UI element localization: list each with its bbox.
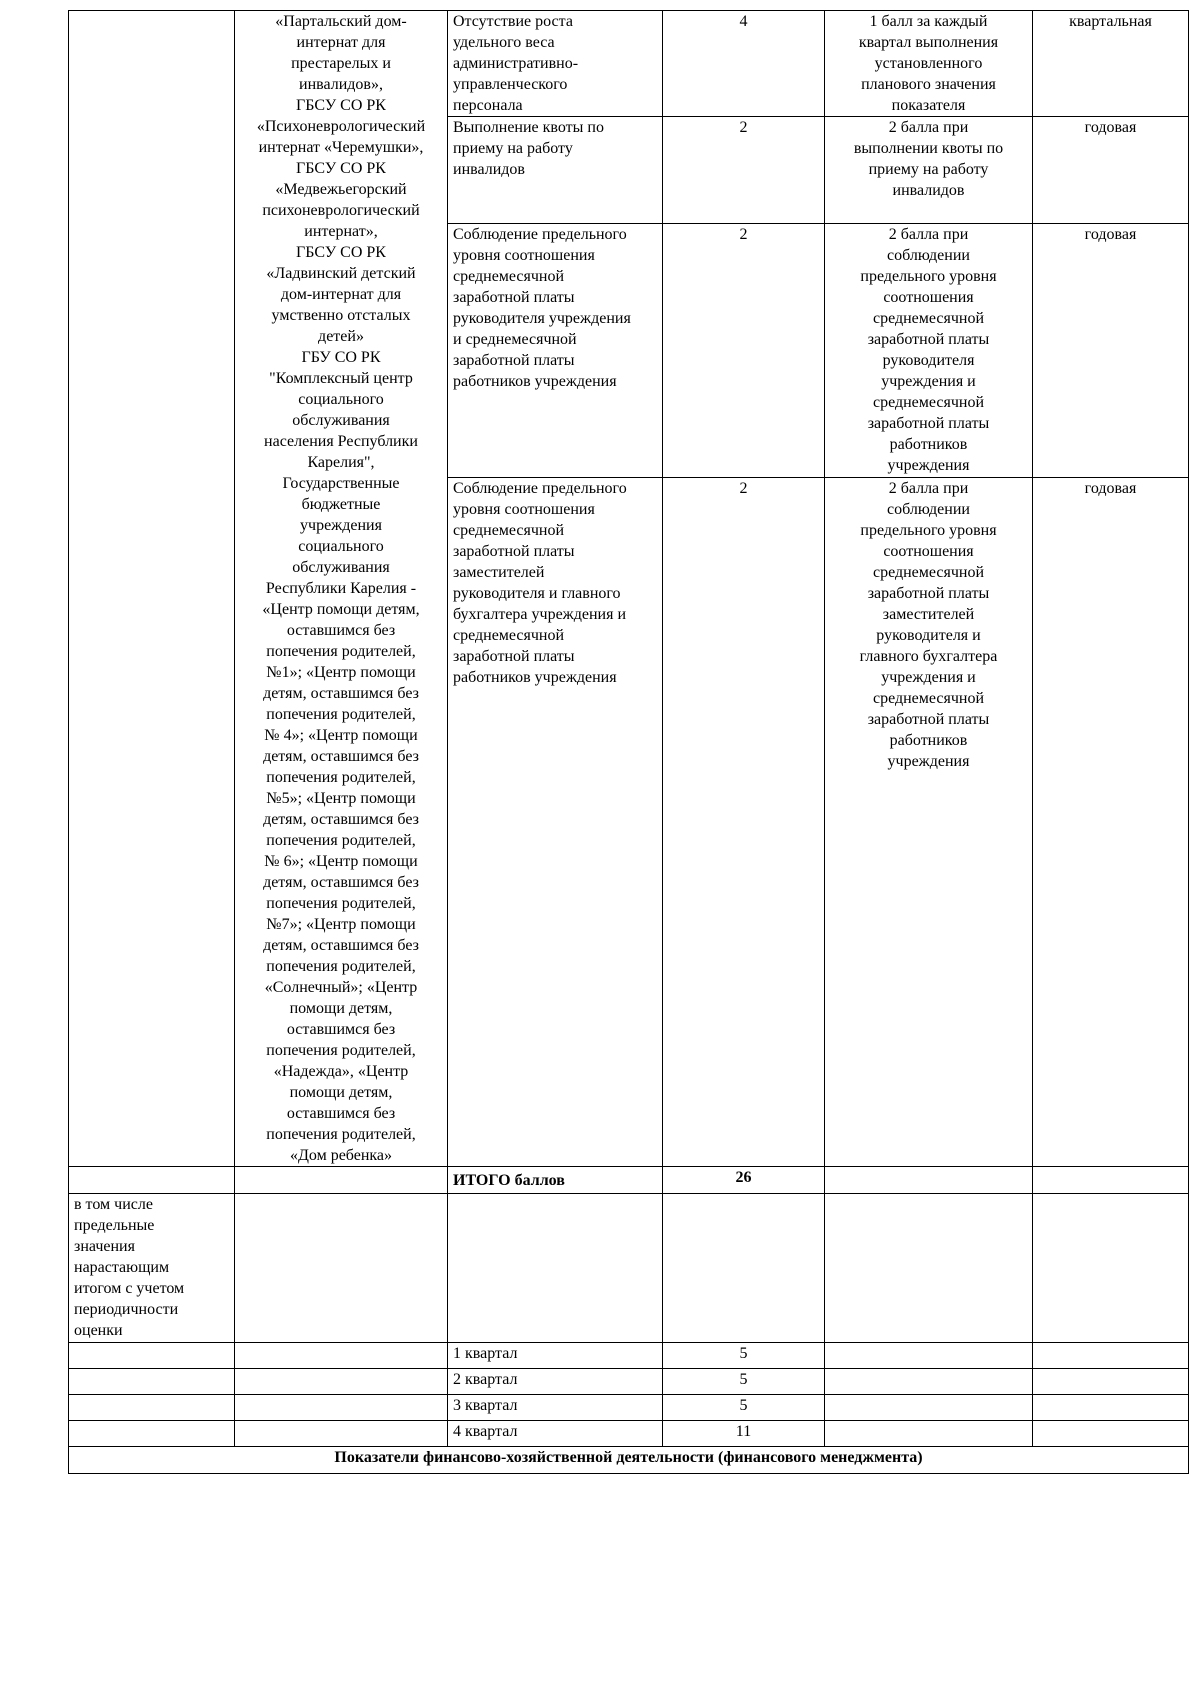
quarter-label: 3 квартал [448, 1395, 663, 1421]
empty-cell [69, 1369, 235, 1395]
empty-cell [69, 11, 235, 1167]
total-value: 26 [663, 1167, 825, 1194]
empty-cell [235, 1194, 448, 1343]
empty-cell [825, 1395, 1033, 1421]
empty-cell [69, 1343, 235, 1369]
indicator-periodicity: квартальная [1033, 11, 1189, 117]
empty-cell [825, 1167, 1033, 1194]
quarter-label: 2 квартал [448, 1369, 663, 1395]
empty-cell [825, 1421, 1033, 1447]
section-title-row [69, 1447, 1189, 1474]
quarter-value: 5 [663, 1395, 825, 1421]
quarter-value: 5 [663, 1343, 825, 1369]
indicators-table [68, 10, 1189, 1474]
indicator-name: Отсутствие роста удельного веса административно- управленческого персонала [448, 11, 663, 117]
indicator-points: 4 [663, 11, 825, 117]
empty-cell [69, 1395, 235, 1421]
empty-cell [69, 1421, 235, 1447]
indicator-points: 2 [663, 478, 825, 1167]
quarter-label: 4 квартал [448, 1421, 663, 1447]
quarter-row [69, 1421, 1189, 1447]
empty-cell [825, 1343, 1033, 1369]
empty-cell [235, 1369, 448, 1395]
indicator-row [69, 11, 1189, 117]
empty-cell [235, 1395, 448, 1421]
indicator-condition: 2 балла при соблюдении предельного уровня соотношения среднемесячной заработной платы руководителя учреждения и среднемесячной заработной платы работников учреждения [825, 223, 1033, 477]
empty-cell [235, 1421, 448, 1447]
empty-cell [1033, 1194, 1189, 1343]
quarter-row [69, 1369, 1189, 1395]
empty-cell [663, 1194, 825, 1343]
indicator-periodicity: годовая [1033, 117, 1189, 223]
indicator-condition: 2 балла при соблюдении предельного уровня соотношения среднемесячной заработной платы заместителей руководителя и главного бухгалтера учреждения и среднемесячной заработной платы работников учреждения [825, 478, 1033, 1167]
indicator-name: Выполнение квоты по приему на работу инвалидов [448, 117, 663, 223]
including-note: в том числе предельные значения нарастающим итогом с учетом периодичности оценки [69, 1194, 235, 1343]
indicator-periodicity: годовая [1033, 223, 1189, 477]
empty-cell [825, 1194, 1033, 1343]
empty-cell [1033, 1395, 1189, 1421]
indicator-points: 2 [663, 223, 825, 477]
empty-cell [69, 1167, 235, 1194]
indicator-condition: 2 балла при выполнении квоты по приему на работу инвалидов [825, 117, 1033, 223]
empty-cell [1033, 1167, 1189, 1194]
indicator-periodicity: годовая [1033, 478, 1189, 1167]
total-label: ИТОГО баллов [448, 1167, 663, 1194]
quarter-row [69, 1395, 1189, 1421]
including-note-row [69, 1194, 1189, 1343]
quarter-row [69, 1343, 1189, 1369]
empty-cell [1033, 1421, 1189, 1447]
organizations-cell: «Партальский дом- интернат для престарелых и инвалидов», ГБСУ СО РК «Психоневрологический интернат «Черемушки», ГБСУ СО РК «Медвежьегорский психоневрологический интернат», ГБСУ СО РК «Ладвинский детский дом-интернат для умственно отсталых детей» ГБУ СО РК "Комплексный центр социального обслуживания населения Республики Карелия", Государственные бюджетные учреждения социального обслуживания Республики Карелия - «Центр помощи детям, оставшимся без попечения родителей, №1»; «Центр помощи детям, оставшимся без попечения родителей, № 4»; «Центр помощи детям, оставшимся без попечения родителей, №5»; «Центр помощи детям, оставшимся без попечения родителей, № 6»; «Центр помощи детям, оставшимся без попечения родителей, №7»; «Центр помощи детям, оставшимся без попечения родителей, «Солнечный»; «Центр помощи детям, оставшимся без попечения родителей, «Надежда», «Центр помощи детям, оставшимся без попечения родителей, «Дом ребенка» [235, 11, 448, 1167]
empty-cell [1033, 1369, 1189, 1395]
empty-cell [235, 1167, 448, 1194]
indicator-condition: 1 балл за каждый квартал выполнения установленного планового значения показателя [825, 11, 1033, 117]
indicator-name: Соблюдение предельного уровня соотношения среднемесячной заработной платы заместителей руководителя и главного бухгалтера учреждения и среднемесячной заработной платы работников учреждения [448, 478, 663, 1167]
empty-cell [235, 1343, 448, 1369]
quarter-value: 11 [663, 1421, 825, 1447]
empty-cell [825, 1369, 1033, 1395]
total-row [69, 1167, 1189, 1194]
quarter-value: 5 [663, 1369, 825, 1395]
section-title: Показатели финансово-хозяйственной деятельности (финансового менеджмента) [69, 1447, 1189, 1474]
indicator-name: Соблюдение предельного уровня соотношения среднемесячной заработной платы руководителя учреждения и среднемесячной заработной платы работников учреждения [448, 223, 663, 477]
quarter-label: 1 квартал [448, 1343, 663, 1369]
empty-cell [448, 1194, 663, 1343]
indicator-points: 2 [663, 117, 825, 223]
empty-cell [1033, 1343, 1189, 1369]
